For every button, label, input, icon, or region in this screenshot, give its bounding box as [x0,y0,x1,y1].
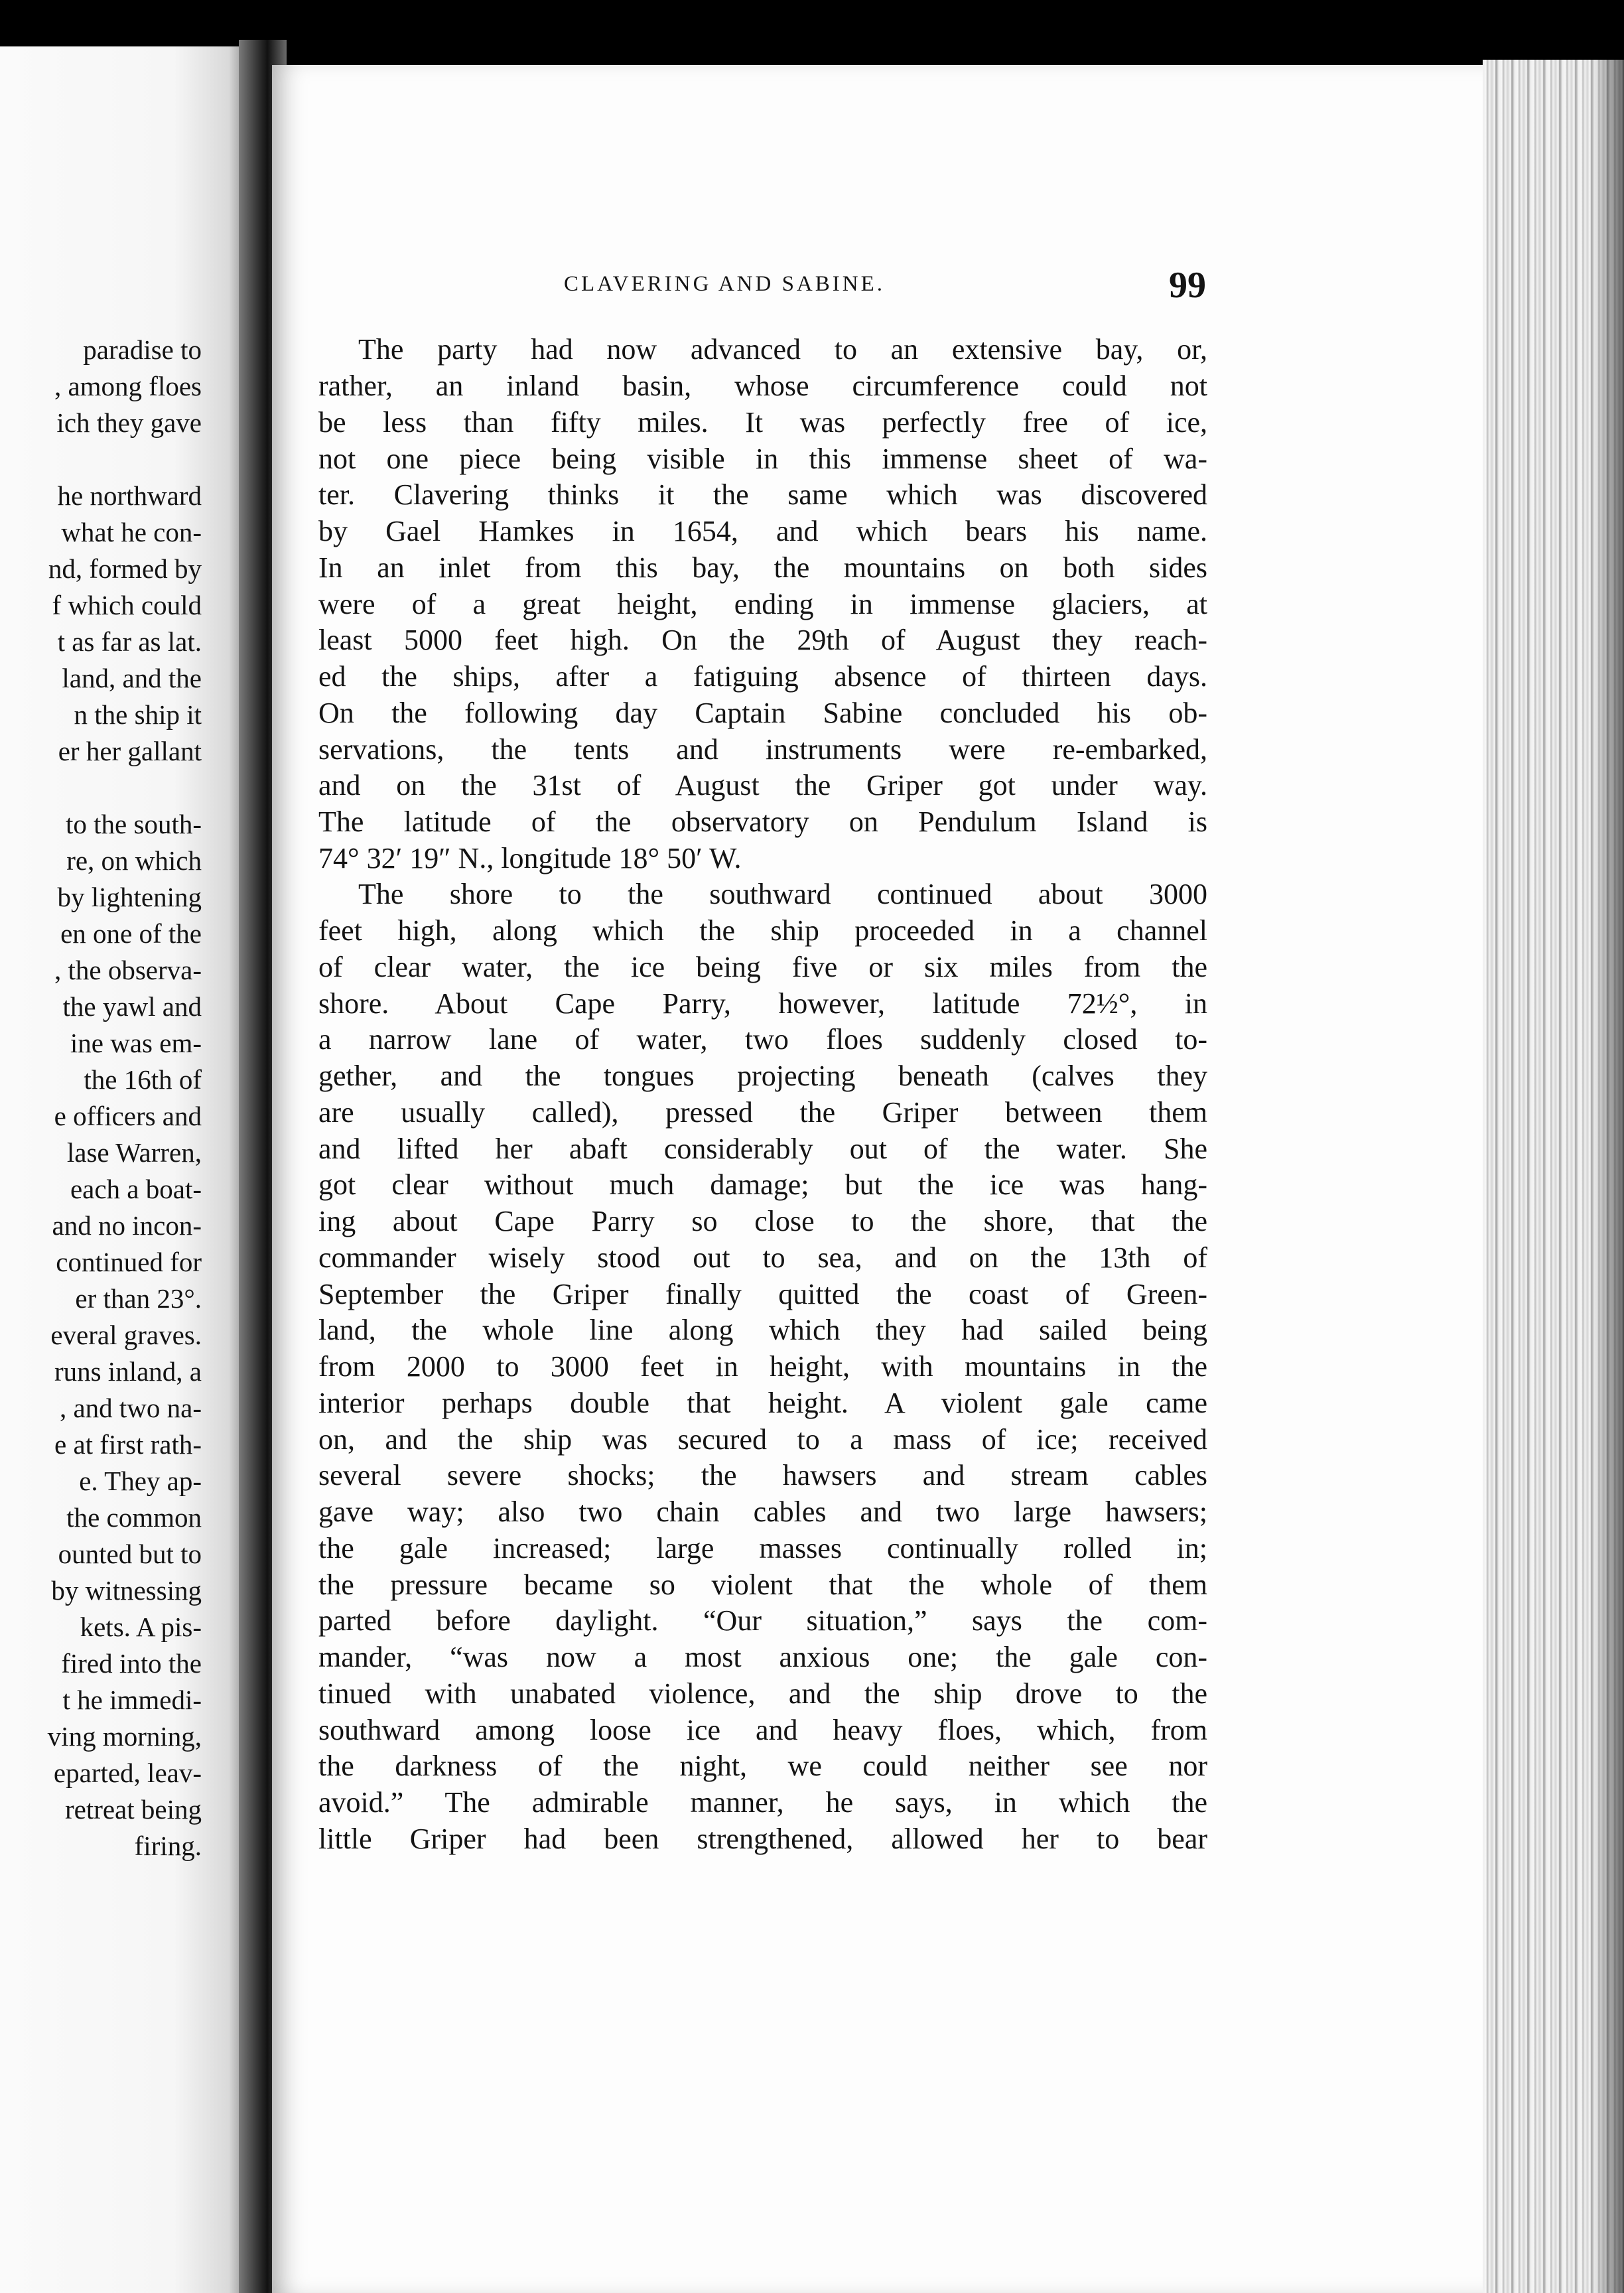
text-line: gether, and the tongues projecting beneath (calves they [318,1060,1207,1092]
page-edge-shadow [1592,60,1624,2293]
text-line: tinued with unabated violence, and the ship drove to the [318,1677,1207,1710]
left-page-line: e at first rath- [54,1429,202,1460]
left-page-line: eparted, leav- [53,1758,202,1788]
text-line: of clear water, the ice being five or six miles from the [318,951,1207,983]
text-line: gave way; also two chain cables and two large hawsers; [318,1495,1207,1528]
left-page-line: , among floes [54,371,202,401]
left-page-line: each a boat- [70,1174,202,1204]
left-page-line: t as far as lat. [57,626,202,657]
left-page-line: by witnessing [51,1575,202,1606]
text-line: commander wisely stood out to sea, and on the 13th of [318,1241,1207,1274]
text-line: not one piece being visible in this immense sheet of wa- [318,443,1207,475]
text-line: the gale increased; large masses continually rolled in; [318,1532,1207,1564]
left-page-line: firing. [134,1831,202,1861]
left-page-line: the 16th of [84,1064,202,1095]
text-line: on, and the ship was secured to a mass of ice; received [318,1423,1207,1456]
left-page-line: en one of the [60,918,202,949]
left-page-line: er her gallant [58,736,202,766]
text-line: and lifted her abaft considerably out of the water. She [318,1133,1207,1165]
text-line: The shore to the southward continued about 3000 [358,878,1207,910]
text-line: are usually called), pressed the Griper between them [318,1096,1207,1129]
left-page-line: , and two na- [59,1393,202,1423]
left-page-line: ich they gave [56,407,202,438]
left-page-line: land, and the [62,663,202,693]
text-line: September the Griper finally quitted the coast of Green- [318,1278,1207,1310]
left-page-line: and no incon- [52,1210,202,1241]
text-line: parted before daylight. “Our situation,” says the com- [318,1604,1207,1637]
text-line: the darkness of the night, we could neither see nor [318,1750,1207,1782]
left-page-line: the common [66,1502,202,1533]
text-line: mander, “was now a most anxious one; the gale con- [318,1641,1207,1673]
text-line: feet high, along which the ship proceeded in a channel [318,914,1207,947]
text-line: got clear without much damage; but the ice was hang- [318,1168,1207,1201]
left-page-line: f which could [52,590,202,620]
text-line: be less than fifty miles. It was perfectly free of ice, [318,406,1207,439]
text-line: several severe shocks; the hawsers and stream cables [318,1459,1207,1492]
left-page [0,46,249,2293]
left-page-line: he northward [57,480,202,511]
left-page-line: everal graves. [50,1320,202,1350]
left-page-line: fired into the [61,1648,202,1679]
text-line: interior perhaps double that height. A violent gale came [318,1387,1207,1419]
left-page-line: continued for [56,1247,202,1277]
left-page-line: paradise to [83,334,202,365]
left-page-line: what he con- [61,517,202,547]
left-page-line: e officers and [54,1101,202,1131]
left-page-line: to the south- [66,809,202,839]
text-line: ing about Cape Parry so close to the shore, that the [318,1205,1207,1237]
left-page-line: , the observa- [54,955,202,985]
text-line: 74° 32′ 19″ N., longitude 18° 50′ W. [318,842,742,874]
text-line: by Gael Hamkes in 1654, and which bears his name. [318,515,1207,547]
left-page-line: kets. A pis- [80,1612,202,1642]
left-page-line: n the ship it [74,699,202,730]
left-page-line: e. They ap- [79,1466,202,1496]
text-line: and on the 31st of August the Griper got under way. [318,769,1207,801]
text-line: the pressure became so violent that the whole of them [318,1568,1207,1601]
text-line: ter. Clavering thinks it the same which was discovered [318,478,1207,511]
page-number: 99 [1169,265,1206,306]
text-line: ed the ships, after a fatiguing absence of thirteen days. [318,660,1207,693]
left-page-line: ounted but to [58,1539,202,1569]
text-line: little Griper had been strengthened, allowed her to bear [318,1823,1207,1855]
left-page-line: nd, formed by [48,553,202,584]
left-page-line: retreat being [64,1794,202,1825]
text-line: The party had now advanced to an extensive bay, or, [358,333,1207,366]
text-line: land, the whole line along which they had sailed being [318,1314,1207,1346]
text-line: a narrow lane of water, two floes suddenly closed to- [318,1023,1207,1056]
text-line: least 5000 feet high. On the 29th of August they reach- [318,624,1207,656]
left-page-line: ving morning, [47,1721,202,1752]
text-line: The latitude of the observatory on Pendulum Island is [318,805,1207,838]
text-line: In an inlet from this bay, the mountains on both sides [318,551,1207,584]
text-line: rather, an inland basin, whose circumference could not [318,370,1207,402]
text-line: shore. About Cape Parry, however, latitude 72½°, in [318,987,1207,1020]
text-line: servations, the tents and instruments were re-embarked, [318,733,1207,766]
text-line: avoid.” The admirable manner, he says, in which the [318,1786,1207,1819]
left-page-line: lase Warren, [66,1137,202,1168]
left-page-line: the yawl and [62,991,202,1022]
text-line: southward among loose ice and heavy floes, which, from [318,1714,1207,1746]
text-line: On the following day Captain Sabine concluded his ob- [318,697,1207,729]
text-line: were of a great height, ending in immense glaciers, at [318,588,1207,620]
left-page-line: re, on which [66,845,202,876]
left-page-line: er than 23°. [75,1283,202,1314]
left-page-line: by lightening [57,882,202,912]
text-line: from 2000 to 3000 feet in height, with mountains in the [318,1350,1207,1383]
running-header: CLAVERING AND SABINE. [564,272,885,296]
left-page-line: t he immedi- [62,1685,202,1715]
left-page-line: runs inland, a [54,1356,202,1387]
left-page-line: ine was em- [70,1028,202,1058]
